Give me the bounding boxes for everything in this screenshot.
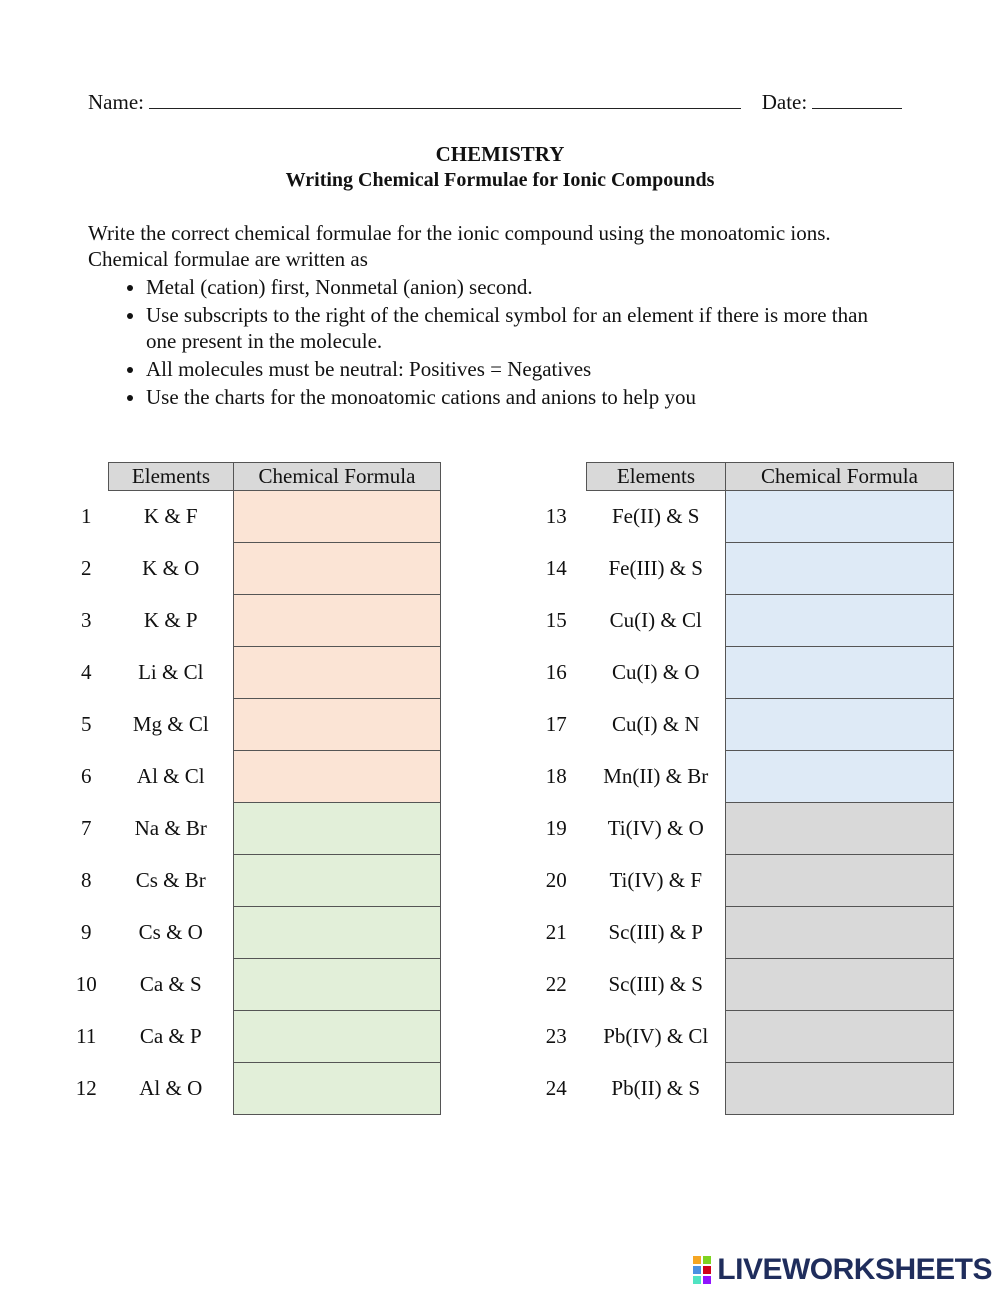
formula-answer-box[interactable] (234, 699, 441, 751)
table-row (526, 803, 954, 855)
elements-cell: Cu(I) & Cl (609, 608, 702, 632)
formula-answer-box[interactable] (234, 1011, 441, 1063)
elements-cell: Pb(II) & S (611, 1076, 701, 1100)
elements-cell: Al & O (139, 1076, 203, 1100)
elements-cell: Fe(III) & S (608, 556, 703, 580)
table-row (526, 595, 954, 647)
table-row (64, 595, 441, 647)
question-number: 23 (545, 1024, 567, 1048)
question-number: 2 (81, 556, 92, 580)
question-number: 20 (545, 868, 567, 892)
formula-answer-box[interactable] (234, 491, 441, 543)
question-number: 6 (81, 764, 92, 788)
table-row (64, 751, 441, 803)
formula-answer-box[interactable] (234, 647, 441, 699)
formula-header: Chemical Formula (726, 463, 954, 491)
question-number: 16 (545, 660, 567, 684)
elements-cell: Mn(II) & Br (603, 764, 709, 788)
table-row (64, 543, 441, 595)
question-number: 14 (545, 556, 567, 580)
instruction-line-1: Write the correct chemical formulae for the ionic compound using the monoatomic ions. (88, 221, 831, 245)
question-number: 22 (545, 972, 567, 996)
table-row (526, 907, 954, 959)
instruction-line-2: Chemical formulae are written as (88, 247, 368, 271)
table-row (526, 855, 954, 907)
instruction-bullet: • All molecules must be neutral: Positives = Negatives (146, 356, 928, 382)
elements-cell: Al & Cl (136, 764, 205, 788)
formula-answer-box[interactable] (726, 1011, 954, 1063)
instruction-bullet: • Use subscripts to the right of the chemical symbol for an element if there is more than one present in the molecule. (146, 302, 886, 354)
question-number: 4 (81, 660, 92, 684)
elements-cell: Fe(II) & S (612, 504, 700, 529)
instruction-bullet: • Use the charts for the monoatomic cations and anions to help you (146, 384, 928, 410)
table-row (64, 907, 441, 959)
formula-answer-box[interactable] (726, 907, 954, 959)
table-row (526, 699, 954, 751)
table-row (526, 751, 954, 803)
formula-answer-box[interactable] (234, 959, 441, 1011)
elements-cell: Li & Cl (138, 660, 204, 684)
question-number: 7 (81, 816, 92, 840)
elements-cell: Cs & Br (135, 868, 206, 892)
elements-cell: Cs & O (138, 920, 203, 944)
question-number: 13 (545, 504, 567, 528)
question-number: 18 (545, 764, 567, 788)
instruction-bullet: • Metal (cation) first, Nonmetal (anion) second. (146, 274, 928, 300)
formula-answer-box[interactable] (234, 855, 441, 907)
elements-cell: Cu(I) & N (612, 712, 700, 736)
logo-text: LIVEWORKSHEETS (717, 1253, 992, 1286)
question-number: 15 (545, 608, 567, 632)
liveworksheets-logo-icon (693, 1256, 711, 1284)
table-row (64, 1011, 441, 1063)
question-number: 1 (81, 504, 92, 528)
table-row (526, 959, 954, 1011)
formula-answer-box[interactable] (234, 595, 441, 647)
formula-answer-box[interactable] (726, 1063, 954, 1115)
page-subtitle: Writing Chemical Formulae for Ionic Compounds (285, 169, 715, 191)
question-number: 3 (81, 608, 92, 632)
question-number: 10 (75, 972, 97, 996)
formula-answer-box[interactable] (726, 803, 954, 855)
elements-cell: Ca & P (139, 1024, 202, 1048)
liveworksheets-logo (693, 1253, 992, 1287)
formula-answer-box[interactable] (726, 699, 954, 751)
table-row (526, 1063, 954, 1115)
elements-header: Elements (109, 463, 234, 491)
table-row (64, 803, 441, 855)
question-number: 24 (545, 1076, 567, 1100)
date-label: Date: (761, 90, 808, 114)
formula-answer-box[interactable] (726, 491, 954, 543)
formula-answer-box[interactable] (234, 751, 441, 803)
left-worksheet-table (64, 462, 441, 1115)
elements-cell: K & O (142, 556, 200, 580)
question-number: 9 (81, 920, 92, 944)
question-number: 11 (76, 1024, 97, 1048)
elements-cell: Sc(III) & P (608, 920, 703, 944)
formula-answer-box[interactable] (726, 959, 954, 1011)
elements-cell: Cu(I) & O (612, 660, 700, 684)
formula-answer-box[interactable] (234, 803, 441, 855)
formula-answer-box[interactable] (726, 647, 954, 699)
date-field[interactable] (812, 88, 902, 109)
question-number: 19 (545, 816, 567, 840)
elements-cell: Pb(IV) & Cl (603, 1024, 709, 1048)
elements-cell: Na & Br (134, 816, 207, 840)
question-number: 12 (75, 1076, 97, 1100)
elements-cell: K & F (143, 504, 198, 529)
name-field[interactable] (149, 88, 741, 109)
formula-answer-box[interactable] (234, 543, 441, 595)
table-row (526, 647, 954, 699)
elements-cell: Ti(IV) & F (609, 868, 703, 892)
table-row (64, 491, 441, 543)
formula-answer-box[interactable] (234, 907, 441, 959)
right-worksheet-table (526, 462, 954, 1115)
table-row (64, 1063, 441, 1115)
question-number: 8 (81, 868, 92, 892)
page-title: CHEMISTRY (435, 142, 565, 166)
elements-header: Elements (587, 463, 726, 491)
formula-answer-box[interactable] (726, 855, 954, 907)
formula-answer-box[interactable] (726, 595, 954, 647)
instructions (88, 220, 928, 412)
table-row (526, 1011, 954, 1063)
instruction-bullets (88, 274, 928, 410)
question-number: 5 (81, 712, 92, 736)
table-row (64, 959, 441, 1011)
formula-header: Chemical Formula (234, 463, 441, 491)
elements-cell: Ca & S (139, 972, 202, 996)
elements-cell: Ti(IV) & O (607, 816, 704, 840)
formula-answer-box[interactable] (726, 751, 954, 803)
formula-answer-box[interactable] (234, 1063, 441, 1115)
table-row (64, 647, 441, 699)
question-number: 17 (545, 712, 567, 736)
table-row (64, 699, 441, 751)
table-row (526, 491, 954, 543)
elements-cell: Sc(III) & S (608, 972, 703, 996)
question-number: 21 (545, 920, 567, 944)
header (88, 88, 908, 115)
table-row (526, 543, 954, 595)
name-label: Name: (88, 90, 144, 114)
elements-cell: K & P (143, 608, 198, 632)
formula-answer-box[interactable] (726, 543, 954, 595)
table-row (64, 855, 441, 907)
elements-cell: Mg & Cl (132, 712, 209, 736)
